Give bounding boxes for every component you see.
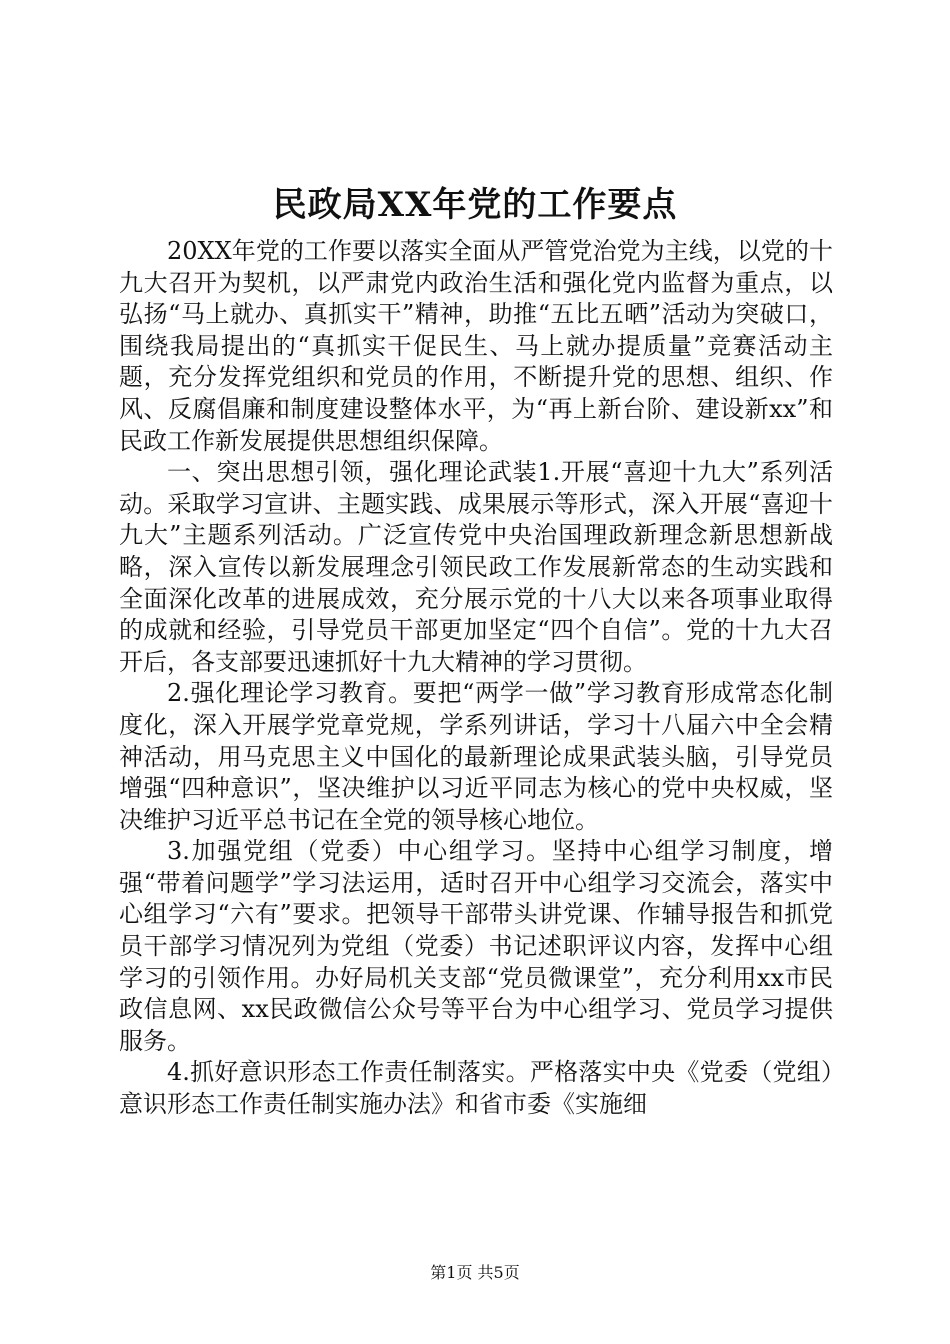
document-body (119, 236, 833, 1121)
paragraph-item-2: 2.强化理论学习教育。要把“两学一做”学习教育形成常态化制度化，深入开展学党章党规，学系列讲话，学习十八届六中全会精神活动，用马克思主义中国化的最新理论成果武装头脑，引导党员增强“四种意识”，坚决维护以习近平同志为核心的党中央权威，坚决维护习近平总书记在全党的领导核心地位。 (119, 679, 833, 834)
page-number-footer: 第1页 共5页 (430, 1263, 520, 1282)
paragraph-intro: 20XX年党的工作要以落实全面从严管党治党为主线，以党的十九大召开为契机，以严肃党内政治生活和强化党内监督为重点，以弘扬“马上就办、真抓实干”精神，助推“五比五晒”活动为突破口，围绕我局提出的“真抓实干促民生、马上就办提质量”竞赛活动主题，充分发挥党组织和党员的作用，不断提升党的思想、组织、作风、反腐倡廉和制度建设整体水平，为“再上新台阶、建设新xx”和民政工作新发展提供思想组织保障。 (119, 237, 833, 455)
paragraph-item-4: 4.抓好意识形态工作责任制落实。严格落实中央《党委（党组）意识形态工作责任制实施办法》和省市委《实施细 (119, 1058, 833, 1119)
paragraph-section-1: 一、突出思想引领，强化理论武装1.开展“喜迎十九大”系列活动。采取学习宣讲、主题实践、成果展示等形式，深入开展“喜迎十九大”主题系列活动。广泛宣传党中央治国理政新理念新思想新战略，深入宣传以新发展理念引领民政工作发展新常态的生动实践和全面深化改革的进展成效，充分展示党的十八大以来各项事业取得的成就和经验，引导党员干部更加坚定“四个自信”。党的十九大召开后，各支部要迅速抓好十九大精神的学习贯彻。 (119, 458, 833, 676)
paragraph-item-3: 3.加强党组（党委）中心组学习。坚持中心组学习制度，增强“带着问题学”学习法运用，适时召开中心组学习交流会，落实中心组学习“六有”要求。把领导干部带头讲党课、作辅导报告和抓党员干部学习情况列为党组（党委）书记述职评议内容，发挥中心组学习的引领作用。办好局机关支部“党员微课堂”，充分利用xx市民政信息网、xx民政微信公众号等平台为中心组学习、党员学习提供服务。 (119, 837, 833, 1055)
document-title: 民政局XX年党的工作要点 (272, 185, 678, 225)
